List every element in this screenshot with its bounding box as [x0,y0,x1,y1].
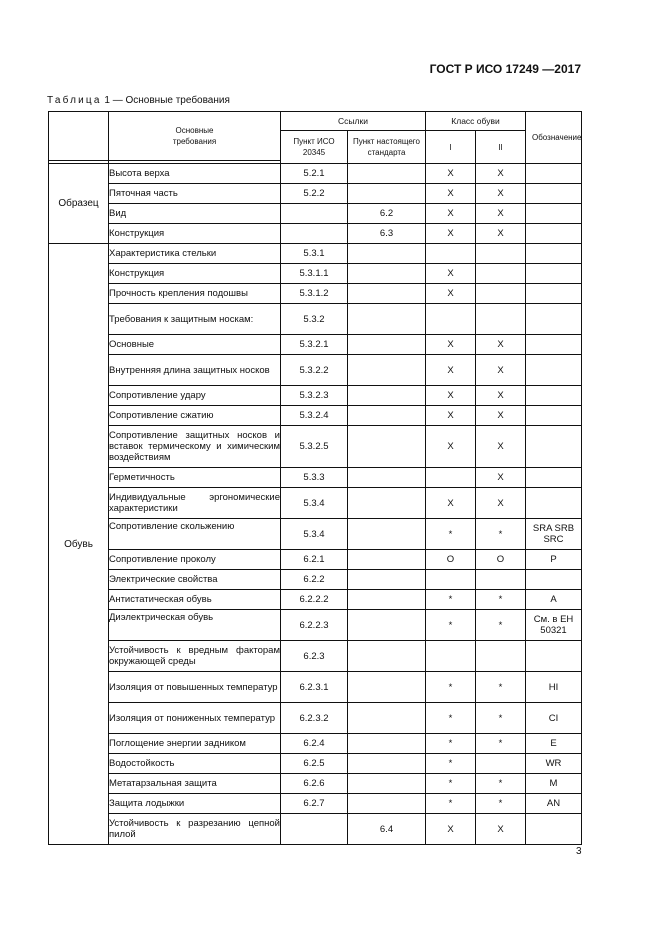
header-requirements: Основные требования [109,112,281,161]
requirement-label: Внутренняя длина защитных носков [109,355,281,386]
iso-clause-cell: 5.2.1 [281,164,348,184]
group-label: Образец [49,164,109,244]
iso-clause-cell: 6.2.1 [281,550,348,570]
iso-clause-cell: 6.2.7 [281,794,348,814]
designation-cell [526,488,582,519]
class-2-cell: X [476,224,526,244]
requirement-label: Индивидуальные эргономические характеристики [109,488,281,519]
designation-cell [526,570,582,590]
class-2-cell: X [476,164,526,184]
class-1-cell: X [426,814,476,845]
class-2-cell: X [476,488,526,519]
class-1-cell: X [426,164,476,184]
requirement-label: Характеристика стельки [109,244,281,264]
iso-clause-cell: 6.2.3.1 [281,672,348,703]
this-clause-cell: 6.3 [348,224,426,244]
requirement-label: Сопротивление защитных носков и вставок термическому и химическим воздействиям [109,426,281,468]
this-clause-cell [348,184,426,204]
this-clause-cell [348,244,426,264]
table-row [49,754,582,774]
table-row [49,184,582,204]
requirement-label: Вид [109,204,281,224]
class-2-cell: X [476,468,526,488]
designation-cell [526,641,582,672]
designation-cell [526,335,582,355]
iso-clause-cell: 6.2.3 [281,641,348,672]
iso-clause-cell: 6.2.5 [281,754,348,774]
this-clause-cell: 6.4 [348,814,426,845]
iso-clause-cell: 6.2.6 [281,774,348,794]
designation-cell [526,264,582,284]
iso-clause-cell: 6.2.4 [281,734,348,754]
requirement-label: Сопротивление удару [109,386,281,406]
this-clause-cell [348,304,426,335]
header-this-clause: Пункт настоящего стандарта [348,131,426,164]
class-1-cell: * [426,754,476,774]
designation-cell [526,244,582,264]
this-clause-cell: 6.2 [348,204,426,224]
designation-cell [526,284,582,304]
class-2-cell [476,244,526,264]
requirement-label: Изоляция от пониженных температур [109,703,281,734]
table-row [49,590,582,610]
requirement-label: Диэлектрическая обувь [109,610,281,641]
this-clause-cell [348,488,426,519]
table-row [49,641,582,672]
table-row [49,304,582,335]
class-2-cell: * [476,672,526,703]
this-clause-cell [348,264,426,284]
this-clause-cell [348,734,426,754]
class-1-cell: X [426,224,476,244]
requirement-label: Антистатическая обувь [109,590,281,610]
iso-clause-cell: 5.3.1.1 [281,264,348,284]
iso-clause-cell: 6.2.2 [281,570,348,590]
requirement-label: Сопротивление проколу [109,550,281,570]
requirements-table [48,111,582,845]
iso-clause-cell: 5.3.4 [281,488,348,519]
class-1-cell: X [426,488,476,519]
class-2-cell: X [476,184,526,204]
class-2-cell [476,641,526,672]
requirement-label: Поглощение энергии задником [109,734,281,754]
table-row [49,355,582,386]
table-caption [47,95,230,106]
requirement-label: Устойчивость к разрезанию цепной пилой [109,814,281,845]
class-2-cell: X [476,355,526,386]
class-1-cell [426,570,476,590]
requirement-label: Устойчивость к вредным факторам окружающей среды [109,641,281,672]
class-1-cell: X [426,284,476,304]
designation-cell: SRA SRB SRC [526,519,582,550]
requirement-label: Метатарзальная защита [109,774,281,794]
table-row [49,774,582,794]
designation-cell: P [526,550,582,570]
class-1-cell: * [426,794,476,814]
table-body [49,164,582,845]
iso-clause-cell: 5.3.2.1 [281,335,348,355]
header-designation: Обозначение [526,112,582,164]
class-1-cell: X [426,355,476,386]
table-row [49,284,582,304]
this-clause-cell [348,570,426,590]
header-class-1: I [426,131,476,164]
table-row [49,734,582,754]
designation-cell [526,468,582,488]
iso-clause-cell: 6.2.3.2 [281,703,348,734]
iso-clause-cell: 5.3.4 [281,519,348,550]
designation-cell: A [526,590,582,610]
designation-cell: CI [526,703,582,734]
this-clause-cell [348,794,426,814]
class-1-cell [426,641,476,672]
class-2-cell: * [476,774,526,794]
designation-cell [526,386,582,406]
requirement-label: Изоляция от повышенных температур [109,672,281,703]
requirement-label: Пяточная часть [109,184,281,204]
class-2-cell [476,570,526,590]
table-row [49,386,582,406]
caption-word: Таблица [47,95,102,106]
class-2-cell: X [476,204,526,224]
designation-cell: AN [526,794,582,814]
iso-clause-cell [281,224,348,244]
this-clause-cell [348,355,426,386]
group-label: Обувь [49,244,109,845]
header-blank [49,112,109,161]
requirement-label: Основные [109,335,281,355]
class-2-cell: X [476,814,526,845]
requirement-label: Конструкция [109,264,281,284]
class-2-cell [476,754,526,774]
class-1-cell: * [426,610,476,641]
designation-cell [526,814,582,845]
table-row [49,406,582,426]
this-clause-cell [348,703,426,734]
iso-clause-cell: 5.3.2.5 [281,426,348,468]
this-clause-cell [348,468,426,488]
requirement-label: Конструкция [109,224,281,244]
iso-clause-cell: 5.3.2.2 [281,355,348,386]
table-row [49,335,582,355]
class-1-cell: X [426,426,476,468]
this-clause-cell [348,164,426,184]
class-2-cell: X [476,426,526,468]
class-1-cell: X [426,406,476,426]
standard-number: ГОСТ Р ИСО 17249 —2017 [429,62,581,76]
class-1-cell: X [426,184,476,204]
designation-cell: WR [526,754,582,774]
requirement-label: Защита лодыжки [109,794,281,814]
iso-clause-cell: 5.3.1.2 [281,284,348,304]
table-row [49,672,582,703]
designation-cell [526,426,582,468]
class-2-cell: * [476,610,526,641]
this-clause-cell [348,550,426,570]
designation-cell [526,355,582,386]
class-2-cell: X [476,406,526,426]
class-1-cell: * [426,672,476,703]
caption-text: 1 — Основные требования [101,95,230,106]
class-1-cell: * [426,519,476,550]
class-2-cell [476,264,526,284]
requirement-label: Высота верха [109,164,281,184]
table-row [49,570,582,590]
class-2-cell [476,284,526,304]
table-row [49,426,582,468]
class-1-cell: X [426,204,476,224]
table-row [49,204,582,224]
table-row [49,550,582,570]
iso-clause-cell: 5.3.1 [281,244,348,264]
iso-clause-cell: 5.3.2.4 [281,406,348,426]
class-2-cell: * [476,703,526,734]
this-clause-cell [348,519,426,550]
table-row [49,244,582,264]
this-clause-cell [348,590,426,610]
class-1-cell: * [426,734,476,754]
table-row [49,703,582,734]
this-clause-cell [348,754,426,774]
iso-clause-cell [281,204,348,224]
class-1-cell: * [426,774,476,794]
class-1-cell [426,304,476,335]
iso-clause-cell: 5.3.2.3 [281,386,348,406]
table-row [49,468,582,488]
header-class-2: II [476,131,526,164]
iso-clause-cell: 6.2.2.2 [281,590,348,610]
class-2-cell: X [476,386,526,406]
page-number: 3 [576,846,582,857]
this-clause-cell [348,386,426,406]
designation-cell [526,224,582,244]
designation-cell [526,204,582,224]
iso-clause-cell: 5.2.2 [281,184,348,204]
iso-clause-cell: 6.2.2.3 [281,610,348,641]
this-clause-cell [348,610,426,641]
table-row [49,224,582,244]
designation-cell [526,184,582,204]
class-2-cell: X [476,335,526,355]
this-clause-cell [348,641,426,672]
class-1-cell: X [426,335,476,355]
iso-clause-cell [281,814,348,845]
designation-cell: E [526,734,582,754]
table-row [49,814,582,845]
requirement-label: Водостойкость [109,754,281,774]
table-row [49,488,582,519]
designation-cell: См. в ЕН 50321 [526,610,582,641]
class-2-cell: * [476,794,526,814]
designation-cell [526,406,582,426]
header-iso-clause: Пункт ИСО 20345 [281,131,348,164]
class-2-cell: * [476,519,526,550]
iso-clause-cell: 5.3.2 [281,304,348,335]
this-clause-cell [348,426,426,468]
class-1-cell [426,468,476,488]
iso-clause-cell: 5.3.3 [281,468,348,488]
class-1-cell: X [426,386,476,406]
class-1-cell [426,244,476,264]
this-clause-cell [348,284,426,304]
table-row [49,610,582,641]
this-clause-cell [348,406,426,426]
table-row [49,519,582,550]
class-1-cell: * [426,590,476,610]
requirement-label: Требования к защитным носкам: [109,304,281,335]
class-1-cell: O [426,550,476,570]
class-2-cell: * [476,734,526,754]
requirement-label: Сопротивление скольжению [109,519,281,550]
class-2-cell: O [476,550,526,570]
designation-cell [526,304,582,335]
designation-cell: HI [526,672,582,703]
class-2-cell [476,304,526,335]
table-row [49,264,582,284]
this-clause-cell [348,774,426,794]
requirement-label: Сопротивление сжатию [109,406,281,426]
class-1-cell: * [426,703,476,734]
this-clause-cell [348,672,426,703]
this-clause-cell [348,335,426,355]
designation-cell [526,164,582,184]
table-row [49,794,582,814]
requirement-label: Электрические свойства [109,570,281,590]
class-1-cell: X [426,264,476,284]
class-2-cell: * [476,590,526,610]
header-shoe-class: Класс обуви [426,112,526,131]
table-row [49,164,582,184]
requirement-label: Прочность крепления подошвы [109,284,281,304]
requirement-label: Герметичность [109,468,281,488]
header-references: Ссылки [281,112,426,131]
designation-cell: M [526,774,582,794]
